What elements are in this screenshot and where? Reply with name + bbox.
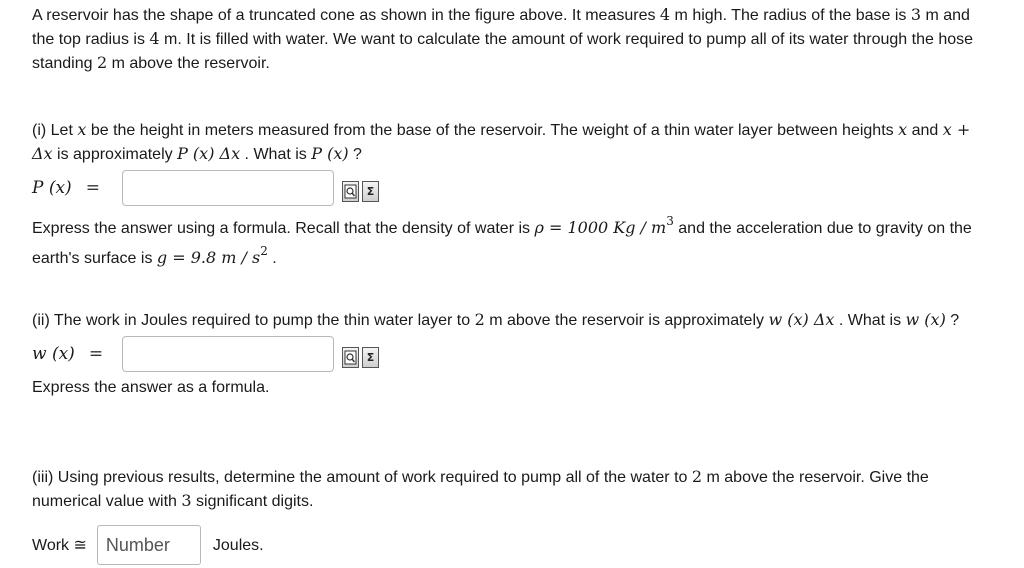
math-w-dx: w (x) Δx <box>768 310 835 329</box>
hint-text: and the acceleration due to gravity on the earth's surface is <box>32 220 972 267</box>
p-answer-row <box>32 166 992 210</box>
intro-text: A reservoir has the shape of a truncated cone as shown in the figure above. It measures <box>32 7 660 24</box>
hint-text: . <box>267 250 277 267</box>
w-label: w (x) <box>32 343 75 364</box>
intro-text: m. It is filled with water. We want to calculate the amount of work required to pump all of its water through the hose standing <box>32 31 974 72</box>
lift-height-value: 2 <box>691 467 703 486</box>
gravity-exponent: 2 <box>260 244 268 258</box>
math-x: x <box>77 120 87 139</box>
magnifier-icon <box>344 184 357 199</box>
question-text: . What is <box>834 312 906 329</box>
density-text: ρ = 1000 Kg / m <box>534 218 667 237</box>
question-text: and <box>907 122 943 139</box>
work-answer-row <box>32 525 992 565</box>
w-lhs <box>32 343 122 366</box>
question-text: is approximately <box>52 146 178 163</box>
equals-sign: = <box>88 343 104 364</box>
part-i <box>32 118 992 270</box>
math-p-x: P (x) <box>311 144 349 163</box>
preview-icon[interactable] <box>342 347 359 368</box>
intro-text: m and the top radius is <box>32 7 970 48</box>
part-i-hint <box>32 210 992 270</box>
intro-text: m high. The radius of the base is <box>670 7 911 24</box>
w-tool-icons <box>342 347 379 368</box>
question-text: m above the reservoir is approximately <box>484 312 769 329</box>
math-x-plus-dx: x + Δx <box>32 120 971 163</box>
question-text: (iii) Using previous results, determine the amount of work required to pump all of the water to <box>32 469 692 486</box>
equation-editor-icon[interactable]: Σ <box>362 347 379 368</box>
question-text: m above the reservoir. Give the numerical value with <box>32 469 929 510</box>
part-iii-question <box>32 465 992 513</box>
top-radius-value: 4 <box>149 29 160 48</box>
hint-text: Express the answer using a formula. Recall that the density of water is <box>32 220 535 237</box>
part-ii <box>32 308 992 399</box>
equation-editor-icon[interactable]: Σ <box>362 181 379 202</box>
work-label: Work ≅ <box>32 536 87 554</box>
part-ii-hint: Express the answer as a formula. <box>32 379 270 396</box>
gravity-formula <box>156 244 268 267</box>
magnifier-icon <box>344 350 357 365</box>
question-text: (i) Let <box>32 122 78 139</box>
p-lhs <box>32 177 122 200</box>
work-number-input[interactable] <box>97 525 201 565</box>
density-exponent: 3 <box>666 214 674 228</box>
height-value: 4 <box>659 5 671 24</box>
intro-text: m above the reservoir. <box>107 55 270 72</box>
part-i-question <box>32 118 992 166</box>
problem-statement <box>32 3 992 75</box>
lift-height-value: 2 <box>474 310 485 329</box>
part-iii <box>32 465 992 565</box>
units-label: Joules. <box>212 536 264 554</box>
sig-digits-value: 3 <box>181 491 192 510</box>
question-text: significant digits. <box>191 493 314 510</box>
hose-height-value: 2 <box>96 53 108 72</box>
part-ii-question <box>32 308 992 332</box>
question-text: ? <box>348 146 362 163</box>
w-answer-row <box>32 332 992 376</box>
equals-sign: = <box>85 177 100 198</box>
preview-icon[interactable] <box>342 181 359 202</box>
p-label: P (x) <box>32 177 72 198</box>
question-text: ? <box>945 312 960 329</box>
question-text: (ii) The work in Joules required to pump the thin water layer to <box>32 312 475 329</box>
math-w-x: w (x) <box>905 310 946 329</box>
question-text: . What is <box>240 146 312 163</box>
base-radius-value: 3 <box>910 5 922 24</box>
w-answer-input[interactable] <box>122 336 334 372</box>
math-p-dx: P (x) Δx <box>177 144 241 163</box>
p-answer-input[interactable] <box>122 170 334 206</box>
p-tool-icons <box>342 181 379 202</box>
question-text: be the height in meters measured from the base of the reservoir. The weight of a thin water layer between heights <box>86 122 899 139</box>
gravity-text: g = 9.8 m / s <box>156 248 261 267</box>
math-x: x <box>898 120 908 139</box>
density-formula <box>534 214 674 237</box>
